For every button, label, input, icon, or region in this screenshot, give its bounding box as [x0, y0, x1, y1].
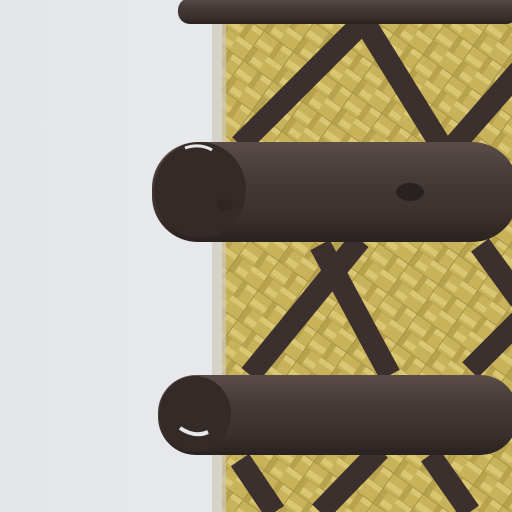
pole-bottom	[158, 375, 512, 455]
pole-top	[178, 0, 512, 24]
pole-middle	[152, 142, 512, 242]
